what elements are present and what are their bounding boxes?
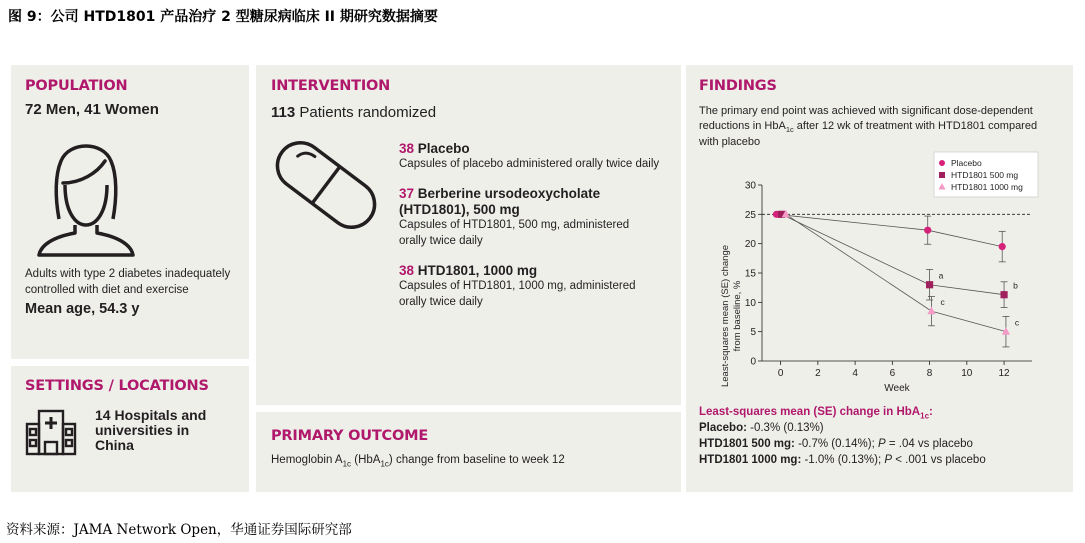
randomized-line bbox=[271, 104, 436, 121]
findings-intro-line3: with placebo bbox=[699, 136, 761, 148]
arm-desc: Capsules of HTD1801, 500 mg, administered bbox=[399, 219, 630, 231]
arm-desc: Capsules of placebo administered orally twice daily bbox=[399, 158, 660, 170]
settings-line1: 14 Hospitals and bbox=[95, 407, 207, 423]
settings-line3: China bbox=[95, 437, 134, 453]
legend-marker bbox=[939, 172, 945, 178]
population-panel bbox=[11, 65, 249, 359]
significance-label: b bbox=[1013, 280, 1018, 291]
primary-outcome-heading: PRIMARY OUTCOME bbox=[271, 428, 429, 444]
x-tick-label: 8 bbox=[926, 368, 933, 379]
legend-label: Placebo bbox=[951, 158, 982, 168]
population-desc-line1: Adults with type 2 diabetes inadequately bbox=[25, 268, 231, 280]
result-500mg: HTD1801 500 mg: -0.7% (0.14%); P = .04 vs placebo bbox=[699, 438, 973, 450]
y-tick-label: 15 bbox=[744, 268, 756, 280]
significance-label: c bbox=[1014, 317, 1020, 328]
significance-label: a bbox=[938, 270, 944, 281]
result-1000mg: HTD1801 1000 mg: -1.0% (0.13%); P < .001 vs placebo bbox=[699, 454, 986, 466]
legend-label: HTD1801 1000 mg bbox=[951, 182, 1023, 192]
findings-intro-line1: The primary end point was achieved with significant dose-dependent bbox=[699, 105, 1033, 117]
y-tick-label: 30 bbox=[744, 180, 756, 192]
primary-outcome-text: Hemoglobin $A_{1c}$ (HbA$_{1c}$) change from baseline to week 12 bbox=[271, 454, 565, 469]
data-point bbox=[1000, 291, 1007, 298]
arm-name: HTD1801, 1000 mg bbox=[417, 263, 538, 278]
x-tick-label: 0 bbox=[777, 368, 784, 379]
data-point bbox=[924, 227, 931, 234]
settings-line2: universities in bbox=[95, 422, 190, 438]
mean-age: Mean age, 54.3 y bbox=[25, 301, 140, 317]
y-axis-label: Least-squares mean (SE) change bbox=[720, 244, 731, 388]
y-tick-label: 5 bbox=[750, 327, 756, 339]
y-tick-label: 0 bbox=[750, 356, 756, 368]
findings-heading: FINDINGS bbox=[699, 78, 777, 94]
x-axis-label: Week bbox=[884, 383, 910, 394]
arm-desc-line2: orally twice daily bbox=[399, 296, 483, 308]
settings-heading: SETTINGS / LOCATIONS bbox=[25, 378, 209, 394]
summary-heading: Least-squares mean (SE) change in HbA$_{1c}$: bbox=[699, 406, 933, 421]
findings-panel bbox=[686, 65, 1073, 492]
population-heading: POPULATION bbox=[25, 78, 128, 94]
arm-count: 38 bbox=[399, 263, 415, 278]
settings-panel bbox=[11, 366, 249, 492]
y-tick-label: 10 bbox=[744, 297, 756, 309]
arm-count: 37 bbox=[399, 186, 415, 201]
findings-intro-line2: reductions in HbA$_{1c}$ after 12 wk of treatment with HTD1801 compared bbox=[699, 120, 1038, 135]
data-point bbox=[999, 243, 1006, 250]
y-axis-label-line2: from baseline, % bbox=[732, 280, 743, 352]
y-tick-label: 25 bbox=[744, 209, 756, 221]
person-icon bbox=[25, 127, 145, 259]
population-counts: 72 Men, 41 Women bbox=[25, 101, 159, 118]
source-note: 资料来源：JAMA Network Open，华通证券国际研究部 bbox=[6, 522, 352, 538]
hospital-building-icon bbox=[25, 408, 77, 456]
population-desc-line2: controlled with diet and exercise bbox=[25, 284, 189, 296]
intervention-panel bbox=[256, 65, 681, 405]
figure-title: 图 9：公司 HTD1801 产品治疗 2 型糖尿病临床 II 期研究数据摘要 bbox=[8, 9, 438, 25]
x-tick-label: 12 bbox=[998, 368, 1010, 379]
significance-label: c bbox=[940, 297, 945, 308]
result-placebo: Placebo: -0.3% (0.13%) bbox=[699, 422, 824, 434]
intervention-heading: INTERVENTION bbox=[271, 78, 391, 94]
arm-desc-line2: orally twice daily bbox=[399, 235, 483, 247]
x-tick-label: 6 bbox=[889, 368, 896, 379]
arm-count: 38 bbox=[399, 141, 415, 156]
x-tick-label: 2 bbox=[815, 368, 821, 379]
data-point bbox=[927, 307, 935, 315]
randomized-count: 113 bbox=[271, 104, 296, 121]
y-tick-label: 20 bbox=[744, 239, 756, 251]
hba1c-change-chart bbox=[686, 151, 1073, 399]
arm-name-line2: (HTD1801), 500 mg bbox=[399, 202, 520, 217]
arm-name: Placebo bbox=[417, 141, 470, 156]
x-tick-label: 10 bbox=[961, 368, 973, 379]
legend-label: HTD1801 500 mg bbox=[951, 170, 1019, 180]
primary-outcome-panel bbox=[256, 412, 681, 492]
capsule-icon bbox=[264, 127, 388, 243]
x-tick-label: 4 bbox=[852, 368, 858, 379]
legend-marker bbox=[939, 160, 945, 166]
arm-desc: Capsules of HTD1801, 1000 mg, administered bbox=[399, 280, 636, 292]
randomized-label: Patients randomized bbox=[299, 104, 437, 121]
data-point bbox=[926, 281, 933, 288]
arm-name: Berberine ursodeoxycholate bbox=[417, 186, 601, 201]
